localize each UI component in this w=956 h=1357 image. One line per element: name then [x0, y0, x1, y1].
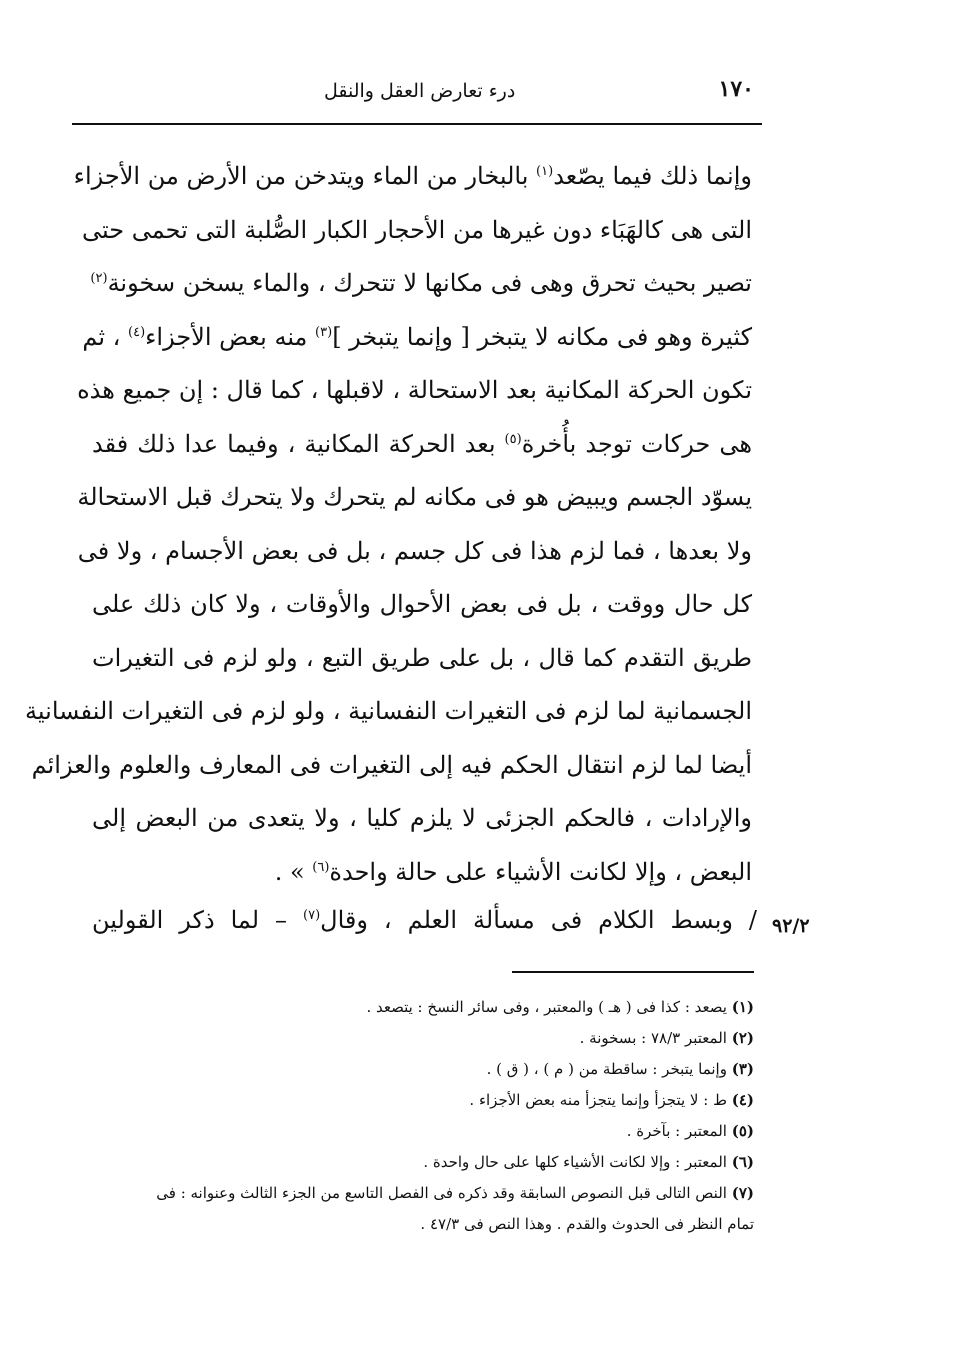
page-number: ١٧٠	[718, 76, 754, 102]
footnote-2: (٢) المعتبر ٧٨/٣ : بسخونة .	[579, 1029, 754, 1047]
text-line-6: هى حركات توجد بأُخرة$^{(٥)}$ بعد الحركة المكانية ، وفيما عدا ذلك فقد	[92, 429, 752, 458]
text-line-5: تكون الحركة المكانية بعد الاستحالة ، لاقبلها ، كما قال : إن جميع هذه	[77, 376, 752, 404]
footnote-7: (٧) النص التالى قبل النصوص السابقة وقد ذكره فى الفصل التاسع من الجزء الثالث وعنوانه : فى	[156, 1184, 754, 1202]
margin-reference: ٩٢/٢	[772, 915, 810, 937]
header-rule	[72, 123, 762, 125]
text-line-11: الجسمانية لما لزم فى التغيرات النفسانية ، ولو لزم فى التغيرات النفسانية	[25, 697, 752, 725]
footnote-rule	[512, 971, 754, 973]
footnote-3: (٣) وإنما يتبخر : ساقطة من ( م ) ، ( ق ) .	[486, 1060, 754, 1078]
second-paragraph: / وبسط الكلام فى مسألة العلم ، وقال$^{(٧)}$ – لما ذكر القولين	[92, 906, 758, 934]
text-line-14: البعض ، وإلا لكانت الأشياء على حالة واحدة$^{(٦)}$ » .	[274, 857, 752, 886]
text-line-10: طريق التقدم كما قال ، بل على طريق التبع ، ولو لزم فى التغيرات	[92, 643, 752, 672]
footnote-6: (٦) المعتبر : وإلا لكانت الأشياء كلها على حال واحدة .	[423, 1153, 754, 1171]
text-line-3: تصير بحيث تحرق وهى فى مكانها لا تتحرك ، والماء يسخن سخونة$^{(٢)}$	[90, 269, 752, 297]
running-title: درء تعارض العقل والنقل	[324, 80, 516, 102]
text-line-8: ولا بعدها ، فما لزم هذا فى كل جسم ، بل فى بعض الأجسام ، ولا فى	[77, 536, 752, 565]
text-line-1: وإنما ذلك فيما يصّعد$^{(١)}$ بالبخار من الماء ويتدخن من الأرض من الأجزاء	[73, 162, 752, 190]
footnote-7-continued: تمام النظر فى الحدوث والقدم . وهذا النص فى ٤٧/٣ .	[420, 1215, 754, 1233]
text-line-12: أيضا لما لزم انتقال الحكم فيه إلى التغيرات فى المعارف والعلوم والعزائم	[31, 750, 752, 779]
text-line-9: كل حال ووقت ، بل فى بعض الأحوال والأوقات ، ولا كان ذلك على	[92, 590, 753, 618]
text-line-13: والإرادات ، فالحكم الجزئى لا يلزم كليا ، ولا يتعدى من البعض إلى	[92, 804, 752, 832]
text-line-7: يسوّد الجسم ويبيض هو فى مكانه لم يتحرك ولا يتحرك قبل الاستحالة	[77, 483, 752, 511]
footnote-5: (٥) المعتبر : بآخرة .	[626, 1122, 754, 1140]
text-line-2: التى هى كالهَبَاء دون غيرها من الأحجار الكبار الصُّلبة التى تحمى حتى	[82, 215, 752, 244]
text-line-4: كثيرة وهو فى مكانه لا يتبخر [ وإنما يتبخر ]$^{(٣)}$ منه بعض الأجزاء$^{(٤)}$ ، ثم	[82, 322, 752, 351]
page-header	[74, 76, 754, 116]
footnote-1: (١) يصعد : كذا فى ( هـ ) والمعتبر ، وفى سائر النسخ : يتصعد .	[366, 998, 754, 1016]
footnotes	[72, 992, 754, 1240]
footnote-4: (٤) ط : لا يتجزأ وإنما يتجزأ منه بعض الأجزاء .	[469, 1091, 754, 1109]
main-text	[25, 150, 753, 899]
